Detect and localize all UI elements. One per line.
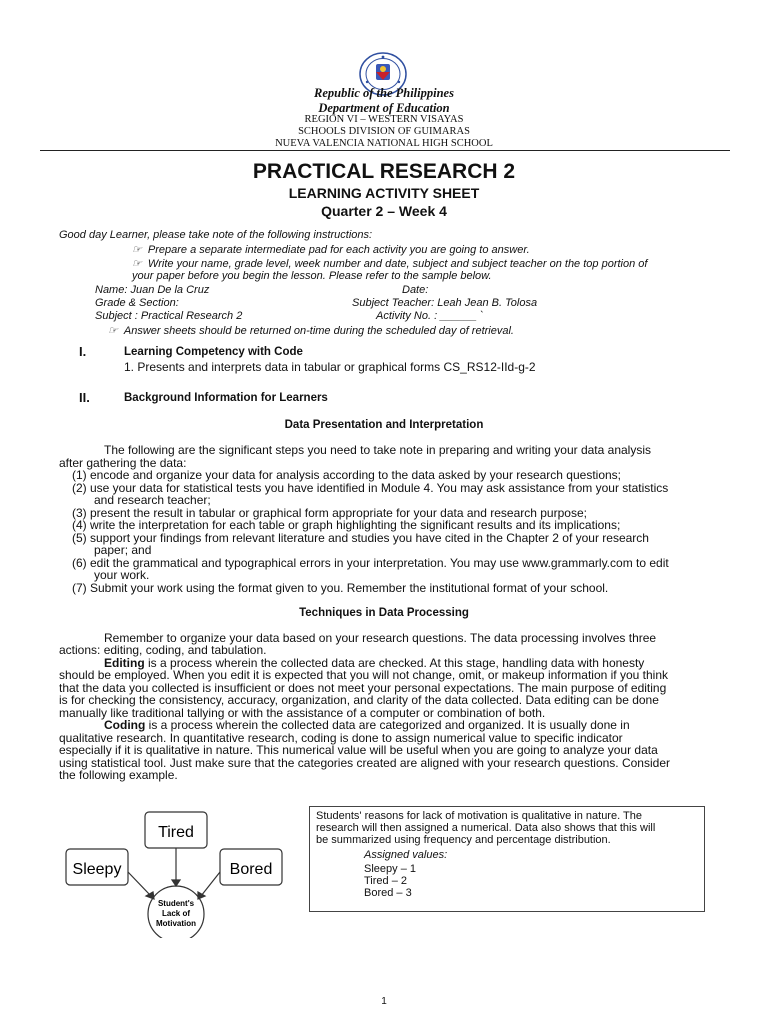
center-line3: Motivation — [156, 919, 196, 928]
sleepy-label: Sleepy — [72, 861, 122, 878]
editing-line2: should be employed. When you edit it is expected that you will not change, omit, or makeup information if you think — [59, 668, 668, 682]
header-rule — [40, 150, 730, 151]
header-department: Department of Education — [318, 101, 450, 115]
step-4: (4) write the interpretation for each table or graph highlighting the significant results and its implications; — [72, 518, 621, 532]
step-2: (2) use your data for statistical tests you have identified in Module 4. You may ask assistance from your statistics — [72, 481, 669, 495]
box-line3: be summarized using frequency and percentage distribution. — [316, 834, 611, 846]
instruction-bullet-3 — [108, 324, 514, 337]
instruction-bullet-1 — [132, 243, 530, 256]
editing-term: Editing — [104, 656, 145, 670]
coding-line5: the following example. — [59, 768, 178, 782]
sample-subject: Subject : Practical Research 2 — [95, 310, 243, 322]
instruction-bullet-2-text: Write your name, grade level, week number and date, subject and subject teacher on the top portion of — [147, 258, 648, 270]
instruction-bullet-1-text: Prepare a separate intermediate pad for each activity you are going to answer. — [147, 244, 530, 256]
header-republic: Republic of the Philippines — [314, 86, 454, 100]
quarter-label: Quarter 2 – Week 4 — [321, 203, 447, 219]
section-2-heading: Background Information for Learners — [124, 392, 328, 404]
sample-activity: Activity No. : ______ ` — [376, 310, 484, 322]
coding-example-box — [309, 806, 705, 912]
value-tired: Tired – 2 — [364, 875, 408, 887]
competency-item: 1. Presents and interprets data in tabular or graphical forms CS_RS12-IId-g-2 — [124, 360, 536, 374]
section-2-numeral: II. — [79, 390, 90, 405]
steps-intro-line1: The following are the significant steps you need to take note in preparing and writing your data analysis — [104, 443, 651, 457]
arrow-right-icon — [146, 892, 154, 899]
techniques-intro-line1: Remember to organize your data based on your research questions. The data processing involves three — [104, 631, 657, 645]
header-region: REGION VI – WESTERN VISAYAS — [304, 114, 464, 125]
coding-term: Coding — [104, 718, 146, 732]
coding-line2: qualitative research. In quantitative research, coding is done to assign numerical value to specific indicator — [59, 731, 623, 745]
step-6: (6) edit the grammatical and typographical errors in your interpretation. You may use www.grammarly.com to edit — [72, 556, 669, 570]
coding-line4: using statistical tool. Just make sure that the categories created are aligned with your research questions. Consider — [59, 756, 670, 770]
editing-line1-text: is a process wherein the collected data are checked. At this stage, handling data with honesty — [144, 656, 645, 670]
step-1: (1) encode and organize your data for analysis according to the data asked by your research questions; — [72, 468, 621, 482]
pointing-hand-icon: ☞ — [132, 244, 142, 256]
box-line2: research will then assigned a numerical. Data also shows that this will — [316, 822, 656, 834]
tired-label: Tired — [158, 824, 194, 841]
page-number: 1 — [381, 996, 387, 1007]
section-1-numeral: I. — [79, 344, 87, 359]
step-2-cont: and research teacher; — [94, 493, 211, 507]
value-bored: Bored – 3 — [364, 887, 412, 899]
arrow-down-icon — [172, 880, 180, 886]
box-line1: Students' reasons for lack of motivation is qualitative in nature. The — [316, 810, 642, 822]
instruction-bullet-2-cont: your paper before you begin the lesson. Please refer to the sample below. — [132, 270, 492, 282]
data-presentation-heading: Data Presentation and Interpretation — [284, 419, 484, 431]
sample-date: Date: — [402, 284, 429, 296]
value-sleepy: Sleepy – 1 — [364, 863, 416, 875]
techniques-heading: Techniques in Data Processing — [299, 607, 469, 619]
motivation-diagram — [60, 808, 300, 938]
bored-label: Bored — [229, 861, 273, 878]
coding-line1-text: is a process wherein the collected data are categorized and organized. It is usually done in — [145, 718, 630, 732]
pointing-hand-icon: ☞ — [108, 325, 118, 337]
steps-intro-line2: after gathering the data: — [59, 456, 187, 470]
page-subtitle: LEARNING ACTIVITY SHEET — [288, 185, 480, 201]
editing-line4: is for checking the consistency, accuracy, organization, and clarity of the data collected. Data editing can be done — [59, 693, 659, 707]
step-6-cont: your work. — [94, 568, 150, 582]
techniques-intro-line2: actions: editing, coding, and tabulation. — [59, 643, 267, 657]
instruction-bullet-2 — [132, 257, 647, 270]
instructions-intro: Good day Learner, please take note of the following instructions: — [59, 229, 373, 241]
center-line2: Lack of — [161, 909, 191, 918]
center-line1: Student's — [157, 899, 195, 908]
instruction-bullet-3-text: Answer sheets should be returned on-time during the scheduled day of retrieval. — [123, 325, 514, 337]
step-3: (3) present the result in tabular or graphical form appropriate for your data and research purpose; — [72, 506, 587, 520]
pointing-hand-icon: ☞ — [132, 258, 142, 270]
header-division: SCHOOLS DIVISION OF GUIMARAS — [298, 126, 470, 137]
step-5-cont: paper; and — [94, 543, 152, 557]
step-7: (7) Submit your work using the format given to you. Remember the institutional format of your school. — [72, 581, 609, 595]
page-title: PRACTICAL RESEARCH 2 — [252, 160, 516, 183]
sample-name: Name: Juan De la Cruz — [95, 284, 210, 296]
editing-line5: manually like traditional tallying or with the assistance of a computer or combination of both. — [59, 706, 546, 720]
assigned-values-label: Assigned values: — [364, 849, 448, 861]
sample-grade: Grade & Section: — [95, 297, 179, 309]
coding-line3: especially if it is qualitative in nature. This numerical value will be useful when you are going to analyze your data — [59, 743, 658, 757]
sample-teacher: Subject Teacher: Leah Jean B. Tolosa — [352, 297, 538, 309]
section-1-heading: Learning Competency with Code — [124, 346, 303, 358]
step-5: (5) support your findings from relevant literature and studies you have cited in the Chapter 2 of your research — [72, 531, 649, 545]
editing-line3: that the data you collected is insufficient or does not meet your personal expectations. The main purpose of editing — [59, 681, 667, 695]
header-school: NUEVA VALENCIA NATIONAL HIGH SCHOOL — [275, 138, 493, 149]
